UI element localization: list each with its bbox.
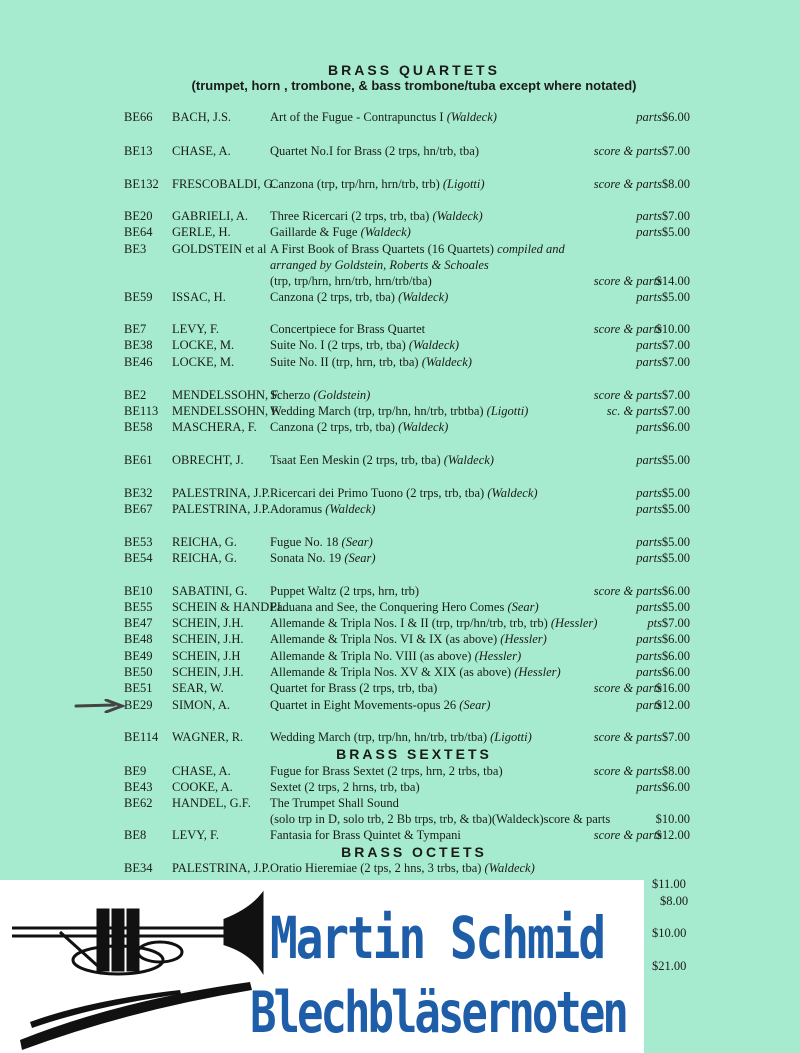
edition-type: parts	[636, 338, 662, 352]
goldstein-continuation-2	[0, 274, 800, 290]
composer-name: MENDELSSOHN, F.	[172, 388, 281, 402]
arranger-name: (Waldeck)	[487, 486, 538, 500]
item-title	[270, 616, 597, 631]
composer-name: SCHEIN, J.H.	[172, 632, 244, 646]
item-code: BE51	[124, 681, 153, 695]
item-price: $5.00	[661, 535, 690, 549]
edition-type: parts	[636, 209, 662, 223]
item-price: $10.00	[655, 322, 690, 336]
catalog-row	[0, 209, 800, 225]
item-price: $7.00	[661, 730, 690, 744]
item-title	[270, 290, 448, 305]
title-text: Scherzo	[270, 388, 311, 402]
title-text: Allemande & Tripla Nos. VI & IX (as above)	[270, 632, 498, 646]
edition-type: score & parts	[593, 322, 662, 336]
title-text: Canzona (2 trps, trb, tba)	[270, 420, 395, 434]
item-code: BE34	[124, 861, 153, 875]
item-price: $8.00	[661, 177, 690, 191]
item-code: BE47	[124, 616, 153, 630]
composer-name: BACH, J.S.	[172, 110, 232, 124]
composer-name: OBRECHT, J.	[172, 453, 244, 467]
item-title	[270, 632, 547, 647]
arrow-right-icon	[74, 699, 126, 713]
arranger-name: (Waldeck)	[360, 225, 411, 239]
arranger-name: (Waldeck)	[398, 290, 449, 304]
hidden-price-3: $10.00	[652, 926, 687, 940]
arranger-name: (Sear)	[341, 535, 373, 549]
item-code: BE10	[124, 584, 153, 598]
catalog-row	[0, 535, 800, 551]
item-title	[270, 535, 373, 550]
edition-type: sc. & parts	[606, 404, 662, 418]
banner-line-2: Blechbläsernoten	[250, 980, 626, 1047]
shop-banner	[0, 880, 644, 1053]
item-title	[270, 730, 532, 745]
arranger-name: (Ligotti)	[490, 730, 532, 744]
title-text: Three Ricercari (2 trps, trb, tba)	[270, 209, 430, 223]
item-price: $7.00	[661, 338, 690, 352]
item-code: BE114	[124, 730, 159, 744]
catalog-row	[0, 502, 800, 518]
composer-name: LEVY, F.	[172, 322, 220, 336]
arranger-name: (Waldeck)	[408, 338, 460, 352]
edition-type: pts	[647, 616, 662, 630]
item-price: $7.00	[661, 355, 690, 369]
arranger-name: (Hessler)	[550, 616, 598, 630]
title-text: Adoramus	[270, 502, 323, 516]
composer-name: COOKE, A.	[172, 780, 233, 794]
edition-type: parts	[636, 535, 662, 549]
composer-name: PALESTRINA, J.P.	[172, 861, 271, 875]
item-price: $6.00	[661, 649, 690, 663]
item-code: BE13	[124, 144, 153, 158]
composer-name: FRESCOBALDI, G.	[172, 177, 276, 191]
item-price: $5.00	[661, 453, 690, 467]
title-text: Sonata No. 19	[270, 551, 342, 565]
catalog-row	[0, 681, 800, 697]
title-text: Canzona (trp, trp/hrn, hrn/trb, trb)	[270, 177, 440, 191]
item-code: BE64	[124, 225, 153, 239]
catalog-row	[0, 177, 800, 193]
item-price: $6.00	[661, 420, 690, 434]
catalog-row	[0, 110, 800, 126]
item-price: $6.00	[661, 665, 690, 679]
item-code: BE66	[124, 110, 153, 124]
catalog-row	[0, 730, 800, 746]
title-text: Allemande & Tripla No. VIII (as above)	[270, 649, 472, 663]
edition-type: parts	[636, 632, 662, 646]
hidden-price-1: $11.00	[652, 877, 686, 891]
quartets-heading: BRASS QUARTETS	[328, 62, 500, 78]
composer-name: PALESTRINA, J.P.	[172, 486, 271, 500]
title-text: Allemande & Tripla Nos. I & II (trp, trp/hn/trb, trb, trb)	[270, 616, 548, 630]
item-code: BE54	[124, 551, 153, 565]
composer-name: SCHEIN, J.H	[172, 649, 241, 663]
item-code: BE53	[124, 535, 153, 549]
catalog-row	[0, 225, 800, 241]
composer-name: MENDELSSOHN, F.	[172, 404, 281, 418]
title-text: Suite No. I (2 trps, trb, tba)	[270, 338, 406, 352]
catalog-row	[0, 420, 800, 436]
item-code: BE32	[124, 486, 153, 500]
item-price: $7.00	[661, 144, 690, 158]
composer-name: LOCKE, M.	[172, 338, 235, 352]
item-price: $5.00	[661, 502, 690, 516]
catalog-row	[0, 322, 800, 338]
arranger-name: (Waldeck)	[443, 453, 494, 467]
goldstein-edition: score & parts	[593, 274, 662, 288]
handel-price: $10.00	[655, 812, 690, 826]
catalog-row	[0, 828, 800, 844]
arranger-name: (Hessler)	[514, 665, 561, 679]
item-title	[270, 338, 459, 353]
item-price: $12.00	[655, 828, 690, 842]
item-title	[270, 453, 494, 468]
item-title	[270, 861, 535, 876]
item-code: BE49	[124, 649, 153, 663]
item-code: BE43	[124, 780, 153, 794]
arranger-name: (Waldeck)	[421, 355, 472, 369]
composer-name: HANDEL, G.F.	[172, 796, 251, 810]
arranger-name: (Sear)	[344, 551, 376, 565]
catalog-row	[0, 551, 800, 567]
composer-name: LEVY, F.	[172, 828, 220, 842]
item-title: Quartet No.I for Brass (2 trps, hn/trb, tba)	[270, 144, 479, 158]
item-title	[270, 355, 472, 370]
sextets-heading: BRASS SEXTETS	[336, 746, 492, 762]
composer-name: WAGNER, R.	[172, 730, 244, 744]
catalog-row	[0, 486, 800, 502]
item-title	[270, 665, 561, 680]
item-code: BE38	[124, 338, 153, 352]
composer-name: GERLE, H.	[172, 225, 231, 239]
handel-instrumentation: (solo trp in D, solo trb, 2 Bb trps, trb, & tba)(Waldeck)score & parts	[270, 812, 611, 826]
arranger-name: (Sear)	[459, 698, 491, 712]
item-code: BE67	[124, 502, 153, 516]
composer-name: SIMON, A.	[172, 698, 230, 712]
composer-name: CHASE, A.	[172, 764, 231, 778]
goldstein-instrumentation: (trp, trp/hrn, hrn/trb, hrn/trb/tba)	[270, 274, 432, 288]
title-text: Paduana and See, the Conquering Hero Comes	[270, 600, 505, 614]
title-text: Fugue No. 18	[270, 535, 339, 549]
catalog-row	[0, 764, 800, 780]
item-code: BE20	[124, 209, 153, 223]
item-code: BE29	[124, 698, 153, 712]
catalog-row	[0, 616, 800, 632]
composer-name: REICHA, G.	[172, 551, 237, 565]
item-price: $5.00	[661, 551, 690, 565]
arranger-name: (Waldeck)	[325, 502, 376, 516]
edition-type: parts	[636, 698, 662, 712]
composer-name: PALESTRINA, J.P.	[172, 502, 271, 516]
trumpet-icon	[0, 890, 270, 1050]
catalog-row	[0, 796, 800, 812]
composer-name: CHASE, A.	[172, 144, 231, 158]
arranger-name: (Waldeck)	[398, 420, 449, 434]
catalog-row	[0, 355, 800, 371]
item-price: $7.00	[661, 404, 690, 418]
item-title	[270, 649, 521, 664]
item-code: BE132	[124, 177, 159, 191]
item-title: Puppet Waltz (2 trps, hrn, trb)	[270, 584, 420, 598]
item-price: $7.00	[661, 616, 690, 630]
item-title	[270, 209, 483, 224]
title-text: Canzona (2 trps, trb, tba)	[270, 290, 395, 304]
item-title	[270, 600, 539, 615]
item-price: $5.00	[661, 290, 690, 304]
handel-continuation	[0, 812, 800, 828]
item-code: BE8	[124, 828, 147, 842]
title-text: Gaillarde & Fuge	[270, 225, 358, 239]
goldstein-price: $14.00	[655, 274, 690, 288]
item-price: $16.00	[655, 681, 690, 695]
banner-line-1: Martin Schmid	[270, 904, 605, 972]
item-code: BE46	[124, 355, 153, 369]
arranger-name: (Goldstein)	[313, 388, 371, 402]
edition-type: parts	[636, 290, 662, 304]
item-code: BE9	[124, 764, 147, 778]
item-price: $6.00	[661, 632, 690, 646]
item-price: $12.00	[655, 698, 690, 712]
title-text: Art of the Fugue - Contrapunctus I	[270, 110, 444, 124]
catalog-row	[0, 453, 800, 469]
quartets-subheading: (trumpet, horn , trombone, & bass trombone/tuba except where notated)	[191, 78, 637, 93]
item-price: $7.00	[661, 388, 690, 402]
arranger-name: (Sear)	[507, 600, 539, 614]
item-code: BE59	[124, 290, 153, 304]
catalog-row	[0, 404, 800, 420]
catalog-row	[0, 600, 800, 616]
arranger-name: (Ligotti)	[486, 404, 529, 418]
item-code: BE2	[124, 388, 147, 402]
edition-type: parts	[636, 502, 662, 516]
title-text: Suite No. II (trp, hrn, trb, tba)	[270, 355, 419, 369]
item-price: $5.00	[661, 600, 690, 614]
item-title: Sextet (2 trps, 2 hrns, trb, tba)	[270, 780, 420, 794]
edition-type: parts	[636, 600, 662, 614]
arranger-name: compiled and	[497, 242, 565, 256]
title-text: Quartet in Eight Movements-opus 26	[270, 698, 457, 712]
composer-name: SABATINI, G.	[172, 584, 248, 598]
edition-type: parts	[636, 420, 662, 434]
composer-name: GABRIELI, A.	[172, 209, 249, 223]
item-price: $6.00	[661, 584, 690, 598]
edition-type: parts	[636, 355, 662, 369]
catalog-row	[0, 632, 800, 648]
item-code: BE48	[124, 632, 153, 646]
item-title: Concertpiece for Brass Quartet	[270, 322, 426, 336]
composer-name: ISSAC, H.	[172, 290, 226, 304]
item-code: BE50	[124, 665, 153, 679]
item-title	[270, 388, 370, 403]
composer-name: MASCHERA, F.	[172, 420, 257, 434]
catalog-row	[0, 649, 800, 665]
composer-name: LOCKE, M.	[172, 355, 235, 369]
item-code: BE62	[124, 796, 153, 810]
title-text: Wedding March (trp, trp/hn, hn/trb, trbtba)	[270, 404, 484, 418]
item-code: BE58	[124, 420, 153, 434]
edition-type: parts	[636, 780, 662, 794]
edition-type: score & parts	[593, 681, 662, 695]
item-title: Fantasia for Brass Quintet & Tympani	[270, 828, 461, 842]
item-title: Quartet for Brass (2 trps, trb, tba)	[270, 681, 438, 695]
goldstein-continuation-1: arranged by Goldstein, Roberts & Schoales	[270, 258, 489, 272]
octets-heading: BRASS OCTETS	[341, 844, 487, 860]
item-title	[270, 502, 375, 517]
item-title: Fugue for Brass Sextet (2 trps, hrn, 2 trbs, tba)	[270, 764, 503, 778]
edition-type: parts	[636, 649, 662, 663]
hidden-price-2: $8.00	[660, 894, 689, 908]
item-code: BE3	[124, 242, 147, 256]
item-title: The Trumpet Shall Sound	[270, 796, 399, 810]
item-title	[270, 177, 485, 192]
edition-type: score & parts	[593, 388, 662, 402]
catalog-row	[0, 242, 800, 258]
composer-name: GOLDSTEIN et al	[172, 242, 267, 256]
edition-type: score & parts	[593, 764, 662, 778]
edition-type: score & parts	[593, 828, 662, 842]
edition-type: score & parts	[593, 144, 662, 158]
catalog-row	[0, 144, 800, 160]
composer-name: SCHEIN & HANDEL	[172, 600, 285, 614]
composer-name: SCHEIN, J.H.	[172, 665, 244, 679]
edition-type: parts	[636, 551, 662, 565]
item-title	[270, 486, 538, 501]
arranger-name: (Waldeck)	[446, 110, 497, 124]
arranger-name: (Waldeck)	[484, 861, 535, 875]
item-price: $8.00	[661, 764, 690, 778]
edition-type: parts	[636, 453, 662, 467]
edition-type: parts	[636, 665, 662, 679]
catalog-row	[0, 665, 800, 681]
item-code: BE55	[124, 600, 153, 614]
title-text: Oratio Hieremiae (2 tps, 2 hns, 3 trbs, tba)	[270, 861, 482, 875]
title-text: A First Book of Brass Quartets (16 Quartets)	[270, 242, 494, 256]
item-title	[270, 420, 448, 435]
item-price: $5.00	[661, 225, 690, 239]
item-title	[270, 225, 411, 240]
item-code: BE7	[124, 322, 147, 336]
item-price: $6.00	[661, 110, 690, 124]
arranger-name: (Hessler)	[474, 649, 522, 663]
catalog-row	[0, 290, 800, 306]
composer-name: SEAR, W.	[172, 681, 224, 695]
catalog-row	[0, 861, 800, 877]
edition-type: parts	[636, 110, 662, 124]
item-title	[270, 698, 490, 713]
item-price: $5.00	[661, 486, 690, 500]
hidden-price-4: $21.00	[652, 959, 687, 973]
title-text: Wedding March (trp, trp/hn, hn/trb, trb/tba)	[270, 730, 487, 744]
edition-type: score & parts	[593, 177, 662, 191]
title-text: Tsaat Een Meskin (2 trps, trb, tba)	[270, 453, 441, 467]
item-code: BE61	[124, 453, 153, 467]
item-title	[270, 242, 565, 257]
arranger-name: (Waldeck)	[432, 209, 483, 223]
composer-name: SCHEIN, J.H.	[172, 616, 244, 630]
item-title	[270, 110, 497, 125]
composer-name: REICHA, G.	[172, 535, 237, 549]
item-price: $6.00	[661, 780, 690, 794]
item-price: $7.00	[661, 209, 690, 223]
catalog-row	[0, 780, 800, 796]
item-code: BE113	[124, 404, 159, 418]
item-title	[270, 404, 528, 419]
title-text: Ricercari dei Primo Tuono (2 trps, trb, tba)	[270, 486, 485, 500]
catalog-row	[0, 338, 800, 354]
catalog-row	[0, 584, 800, 600]
arranger-name: (Hessler)	[500, 632, 547, 646]
arranger-name: (Ligotti)	[442, 177, 485, 191]
edition-type: parts	[636, 225, 662, 239]
edition-type: score & parts	[593, 730, 662, 744]
item-title	[270, 551, 376, 566]
edition-type: parts	[636, 486, 662, 500]
edition-type: score & parts	[593, 584, 662, 598]
title-text: Allemande & Tripla Nos. XV & XIX (as above)	[270, 665, 512, 679]
catalog-row	[0, 388, 800, 404]
